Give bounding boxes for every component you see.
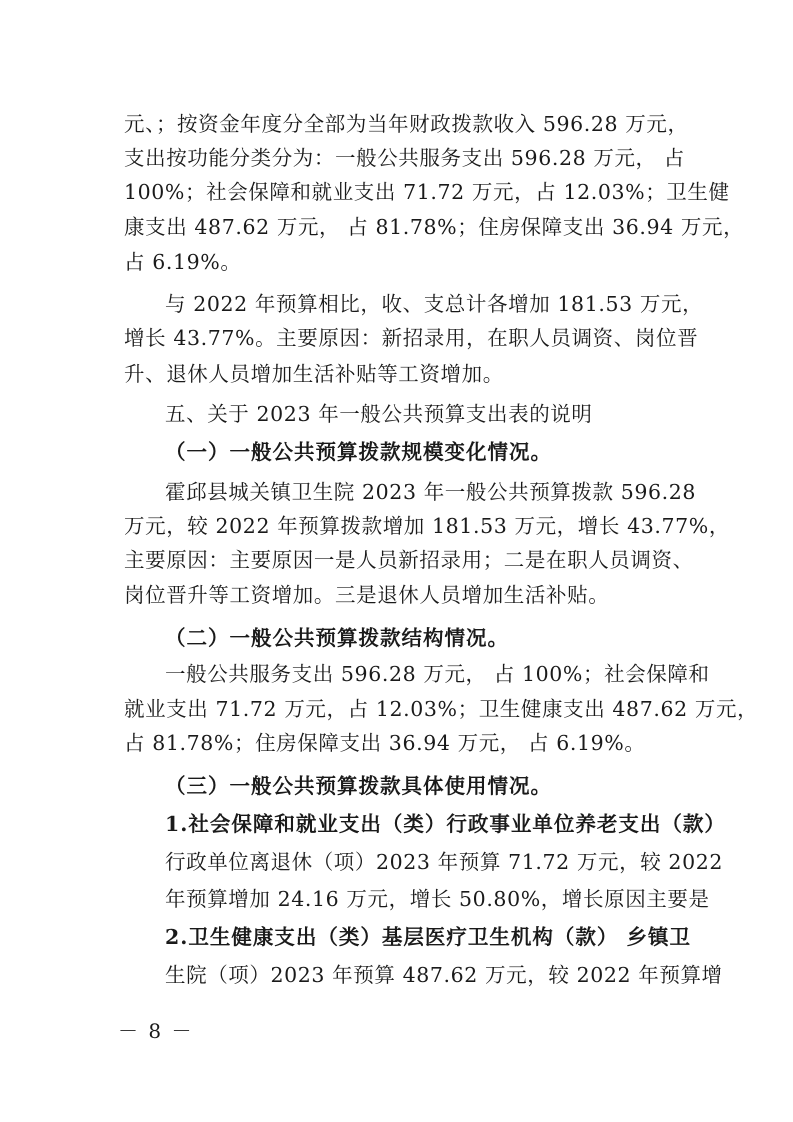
paragraph-line: 万元，较 2022 年预算拨款增加 181.53 万元，增长 43.77%， [124, 514, 730, 538]
subsection-heading: （二）一般公共预算拨款结构情况。 [165, 626, 509, 650]
paragraph-line: 占 81.78%；住房保障支出 36.94 万元， 占 6.19%。 [124, 731, 646, 755]
paragraph-line: 康支出 487.62 万元， 占 81.78%；住房保障支出 36.94 万元， [124, 215, 745, 239]
item-heading: 2.卫生健康支出（类）基层医疗卫生机构（款） 乡镇卫 [165, 925, 692, 949]
paragraph-line: 霍邱县城关镇卫生院 2023 年一般公共预算拨款 596.28 [165, 480, 697, 504]
paragraph-line: 升、退休人员增加生活补贴等工资增加。 [124, 362, 504, 386]
paragraph-line: 就业支出 71.72 万元，占 12.03%；卫生健康支出 487.62 万元， [124, 697, 759, 721]
paragraph-line: 行政单位离退休（项）2023 年预算 71.72 万元，较 2022 [165, 850, 723, 874]
section-heading: 五、关于 2023 年一般公共预算支出表的说明 [165, 402, 593, 426]
paragraph-line: 年预算增加 24.16 万元，增长 50.80%，增长原因主要是 [165, 887, 710, 911]
paragraph-line: 元、；按资金年度分全部为当年财政拨款收入 596.28 万元， [124, 112, 689, 136]
paragraph-line: 支出按功能分类分为：一般公共服务支出 596.28 万元， 占 [124, 146, 685, 170]
subsection-heading: （一）一般公共预算拨款规模变化情况。 [165, 440, 552, 464]
paragraph-line: 占 6.19%。 [124, 250, 242, 274]
paragraph-line: 与 2022 年预算相比，收、支总计各增加 181.53 万元， [165, 292, 704, 316]
paragraph-line: 一般公共服务支出 596.28 万元， 占 100%；社会保障和 [165, 662, 710, 686]
paragraph-line: 100%；社会保障和就业支出 71.72 万元，占 12.03%；卫生健 [124, 180, 730, 204]
subsection-heading: （三）一般公共预算拨款具体使用情况。 [165, 774, 552, 798]
paragraph-line: 主要原因：主要原因一是人员新招录用；二是在职人员调资、 [124, 548, 694, 572]
paragraph-line: 生院（项）2023 年预算 487.62 万元，较 2022 年预算增 [165, 963, 723, 987]
paragraph-line: 增长 43.77%。主要原因：新招录用，在职人员调资、岗位晋 [124, 326, 699, 350]
page-number: － 8 － [118, 1019, 194, 1043]
item-heading: 1.社会保障和就业支出（类）行政事业单位养老支出（款） [165, 812, 726, 836]
paragraph-line: 岗位晋升等工资增加。三是退休人员增加生活补贴。 [124, 583, 610, 607]
